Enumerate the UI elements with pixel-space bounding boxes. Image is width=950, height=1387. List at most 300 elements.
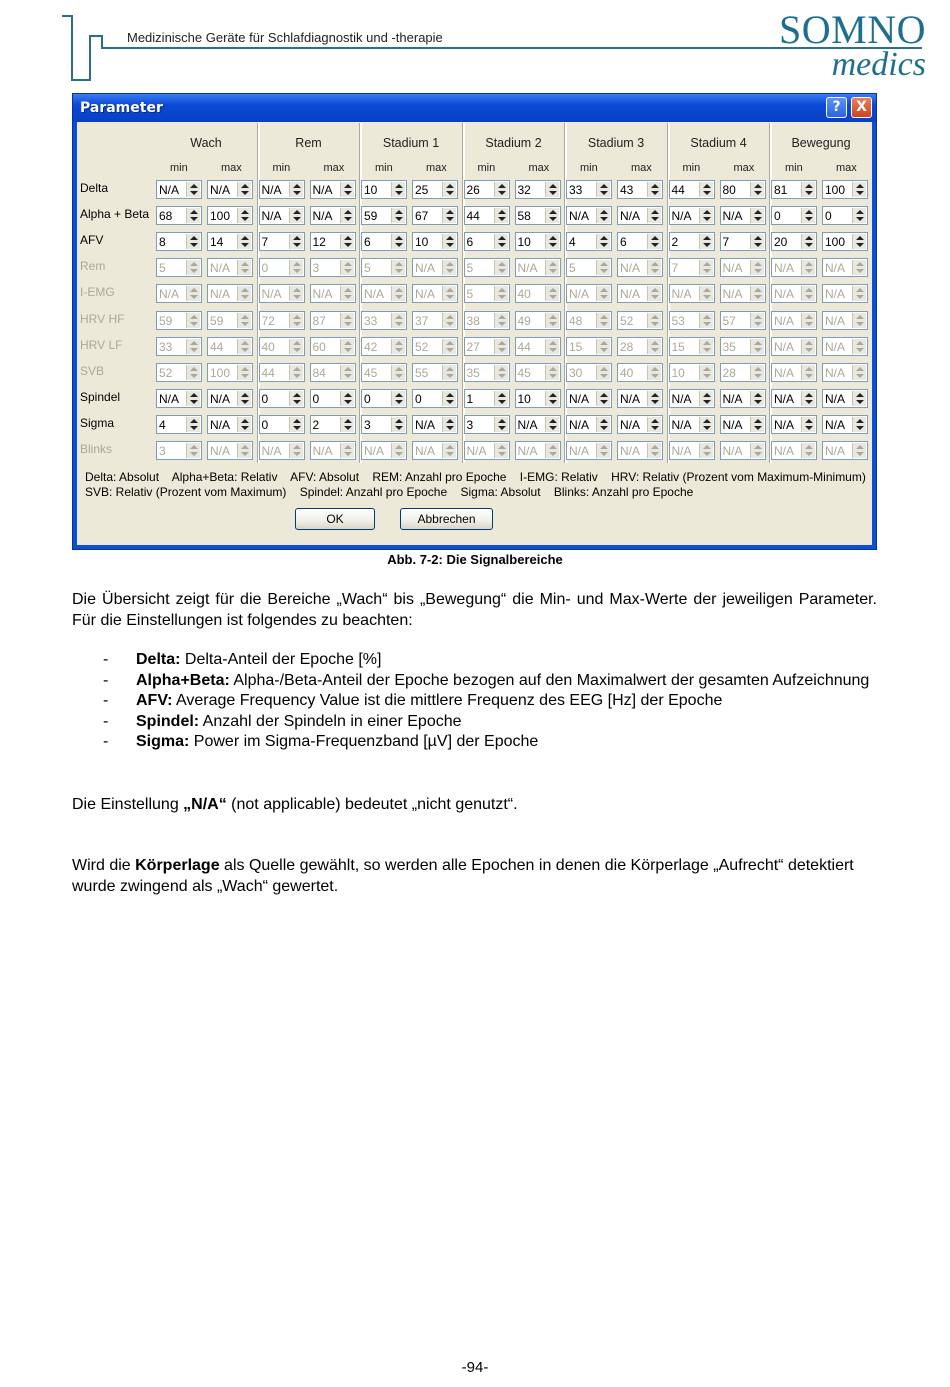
row-label: I-EMG [80,285,115,300]
value-spinner [207,363,253,382]
spinner-value: N/A [722,417,743,432]
value-spinner [361,284,407,303]
spinner-value: 5 [466,287,474,302]
value-spinner [156,337,202,356]
dialog-client-area [77,122,872,545]
spinner-arrows-icon [237,443,251,458]
value-spinner[interactable] [310,180,356,199]
value-spinner [617,284,663,303]
value-spinner[interactable] [207,415,253,434]
spinner-arrows-icon[interactable] [494,208,508,223]
spinner-arrows-icon [442,286,456,301]
spinner-arrows-icon [545,365,559,380]
spinner-value: 0 [261,261,269,276]
value-spinner[interactable] [617,389,663,408]
value-spinner [617,258,663,277]
spinner-arrows-icon[interactable] [801,417,815,432]
spinner-arrows-icon[interactable] [340,417,354,432]
value-spinner [822,284,868,303]
value-spinner [412,284,458,303]
spinner-arrows-icon[interactable] [596,208,610,223]
spinner-value: N/A [774,313,795,328]
group-header: Stadium 3 [587,136,645,150]
spinner-arrows-icon[interactable] [340,182,354,197]
spinner-arrows-icon[interactable] [186,391,200,406]
value-spinner[interactable] [669,180,715,199]
value-spinner[interactable] [259,415,305,434]
max-label: max [221,162,242,174]
spinner-arrows-icon[interactable] [494,417,508,432]
spinner-value: N/A [722,209,743,224]
value-spinner[interactable] [566,206,612,225]
spinner-arrows-icon[interactable] [442,182,456,197]
spinner-value: 44 [261,365,275,380]
value-spinner[interactable] [464,206,510,225]
spinner-arrows-icon[interactable] [391,182,405,197]
value-spinner [259,311,305,330]
value-spinner[interactable] [464,232,510,251]
spinner-arrows-icon[interactable] [289,208,303,223]
spinner-value: 10 [671,365,685,380]
dialog-titlebar[interactable] [73,94,876,122]
spinner-arrows-icon[interactable] [186,208,200,223]
spinner-arrows-icon[interactable] [647,208,661,223]
value-spinner [669,284,715,303]
value-spinner[interactable] [310,415,356,434]
spinner-value: 3 [364,417,371,432]
spinner-arrows-icon[interactable] [852,208,866,223]
spinner-value: N/A [774,417,795,432]
value-spinner [720,441,766,460]
spinner-value: N/A [774,261,795,276]
spinner-arrows-icon[interactable] [596,391,610,406]
value-spinner[interactable] [464,180,510,199]
spinner-value: 44 [210,339,224,354]
value-spinner[interactable] [259,180,305,199]
value-spinner[interactable] [771,232,817,251]
value-spinner [617,311,663,330]
spinner-value: 14 [210,235,224,250]
spinner-arrows-icon[interactable] [289,182,303,197]
spinner-arrows-icon[interactable] [340,391,354,406]
value-spinner[interactable] [156,180,202,199]
group-header: Stadium 2 [485,136,542,150]
value-spinner [720,311,766,330]
value-spinner [720,337,766,356]
spinner-value: 3 [159,444,166,458]
value-spinner[interactable] [207,232,253,251]
spinner-arrows-icon[interactable] [545,417,559,432]
value-spinner [207,337,253,356]
settings-list [72,650,877,753]
value-spinner[interactable] [822,415,868,434]
spinner-value: 33 [569,183,583,197]
spinner-value: N/A [671,417,692,432]
spinner-arrows-icon[interactable] [237,208,251,223]
list-term: Spindel: [136,712,200,730]
value-spinner[interactable] [617,415,663,434]
ok-button[interactable]: OK [295,508,375,530]
value-spinner [617,363,663,382]
spinner-arrows-icon [391,339,405,354]
value-spinner[interactable] [361,232,407,251]
spinner-arrows-icon[interactable] [391,234,405,249]
value-spinner[interactable] [310,389,356,408]
spinner-arrows-icon[interactable] [596,182,610,197]
spinner-arrows-icon[interactable] [442,208,456,223]
spinner-arrows-icon [186,313,200,328]
spinner-value: 35 [722,339,736,354]
spinner-arrows-icon[interactable] [186,417,200,432]
spinner-value: 5 [466,261,474,276]
spinner-arrows-icon[interactable] [801,234,815,249]
spinner-value: N/A [825,287,846,302]
spinner-arrows-icon [750,286,764,301]
value-spinner [207,311,253,330]
spinner-arrows-icon[interactable] [494,182,508,197]
spinner-value: N/A [312,444,333,458]
spinner-arrows-icon[interactable] [391,208,405,223]
spinner-arrows-icon[interactable] [545,208,559,223]
spinner-arrows-icon [647,286,661,301]
value-spinner[interactable] [361,415,407,434]
value-spinner[interactable] [412,180,458,199]
spinner-arrows-icon [750,339,764,354]
spinner-value: N/A [722,261,743,276]
spinner-arrows-icon[interactable] [237,417,251,432]
value-spinner[interactable] [412,415,458,434]
list-text: Delta-Anteil der Epoche [%] [180,651,382,668]
row-label: HRV HF [80,311,125,326]
value-spinner[interactable] [515,206,561,225]
spinner-arrows-icon[interactable] [545,234,559,249]
spinner-arrows-icon[interactable] [442,391,456,406]
value-spinner[interactable] [207,389,253,408]
min-label: min [785,162,803,174]
spinner-arrows-icon[interactable] [852,182,866,197]
spinner-value: 48 [569,313,583,328]
spinner-arrows-icon[interactable] [237,391,251,406]
spinner-arrows-icon[interactable] [699,234,713,249]
value-spinner[interactable] [515,415,561,434]
value-spinner [361,258,407,277]
spinner-arrows-icon [289,313,303,328]
spinner-value: N/A [774,391,795,406]
value-spinner[interactable] [310,232,356,251]
na-note-pre: Die Einstellung [72,796,184,813]
value-spinner[interactable] [566,415,612,434]
page-number: -94- [461,1359,489,1376]
value-spinner [566,441,612,460]
value-spinner[interactable] [464,389,510,408]
value-spinner [310,258,356,277]
spinner-arrows-icon[interactable] [391,417,405,432]
spinner-arrows-icon[interactable] [289,234,303,249]
spinner-arrows-icon [699,443,713,458]
spinner-arrows-icon[interactable] [699,417,713,432]
spinner-arrows-icon [699,313,713,328]
spinner-arrows-icon[interactable] [596,417,610,432]
value-spinner [771,363,817,382]
value-spinner [566,337,612,356]
spinner-arrows-icon [340,260,354,275]
spinner-value: 10 [415,235,429,250]
value-spinner[interactable] [822,389,868,408]
value-spinner[interactable] [515,389,561,408]
list-text: Anzahl der Spindeln in einer Epoche [199,712,462,730]
value-spinner[interactable] [566,180,612,199]
value-spinner[interactable] [566,232,612,251]
spinner-arrows-icon[interactable] [442,417,456,432]
value-spinner[interactable] [259,206,305,225]
value-spinner[interactable] [822,206,868,225]
spinner-value: N/A [210,261,231,276]
spinner-value: 7 [722,235,730,250]
spinner-arrows-icon [340,443,354,458]
value-spinner[interactable] [617,180,663,199]
unit-legend [85,470,866,500]
value-spinner[interactable] [669,206,715,225]
spinner-arrows-icon [289,365,303,380]
spinner-value: 6 [466,235,474,250]
spinner-arrows-icon[interactable] [852,391,866,406]
spinner-value: N/A [210,417,231,432]
spinner-arrows-icon[interactable] [442,234,456,249]
value-spinner[interactable] [771,180,817,199]
value-spinner[interactable] [617,232,663,251]
value-spinner[interactable] [259,389,305,408]
value-spinner[interactable] [720,206,766,225]
value-spinner[interactable] [669,232,715,251]
cancel-button[interactable]: Abbrechen [400,508,493,530]
spinner-arrows-icon[interactable] [750,417,764,432]
spinner-value: N/A [671,391,692,406]
value-spinner[interactable] [361,206,407,225]
spinner-arrows-icon[interactable] [289,391,303,406]
value-spinner[interactable] [515,180,561,199]
spinner-value: N/A [210,183,231,197]
spinner-arrows-icon[interactable] [186,182,200,197]
spinner-arrows-icon[interactable] [545,391,559,406]
spinner-arrows-icon [237,339,251,354]
spinner-arrows-icon [340,339,354,354]
value-spinner[interactable] [207,180,253,199]
spinner-arrows-icon[interactable] [494,234,508,249]
list-item [72,650,877,671]
value-spinner[interactable] [617,206,663,225]
value-spinner[interactable] [720,389,766,408]
spinner-arrows-icon [852,313,866,328]
value-spinner[interactable] [156,232,202,251]
dialog-title: Parameter [80,100,163,116]
spinner-arrows-icon[interactable] [750,182,764,197]
spinner-arrows-icon [494,365,508,380]
spinner-arrows-icon [237,313,251,328]
spinner-arrows-icon[interactable] [647,417,661,432]
spinner-arrows-icon [442,313,456,328]
spinner-value: 10 [364,183,378,197]
spinner-value: 84 [312,365,326,380]
value-spinner [156,441,202,460]
value-spinner [412,441,458,460]
spinner-arrows-icon[interactable] [750,391,764,406]
spinner-value: 7 [671,261,679,276]
spinner-arrows-icon[interactable] [699,391,713,406]
spinner-arrows-icon [237,260,251,275]
spinner-value: 0 [261,391,269,406]
min-label: min [170,162,188,174]
spinner-value: N/A [620,209,641,224]
spinner-arrows-icon [545,260,559,275]
spinner-arrows-icon[interactable] [186,234,200,249]
spinner-value: 35 [466,365,480,380]
spinner-arrows-icon [852,443,866,458]
min-label: min [682,162,701,174]
value-spinner [464,363,510,382]
spinner-arrows-icon [442,443,456,458]
spinner-arrows-icon [750,443,764,458]
spinner-value: N/A [569,391,590,406]
row-label: Sigma [80,415,115,430]
spinner-value: 6 [364,235,371,250]
spinner-arrows-icon [186,339,200,354]
spinner-arrows-icon[interactable] [647,234,661,249]
spinner-value: N/A [415,444,436,458]
spinner-arrows-icon[interactable] [750,234,764,249]
spinner-value: 44 [517,339,531,354]
value-spinner[interactable] [464,415,510,434]
spinner-value: N/A [415,417,436,432]
spinner-value: 72 [261,313,275,328]
spinner-arrows-icon[interactable] [699,182,713,197]
spinner-arrows-icon[interactable] [289,417,303,432]
value-spinner[interactable] [412,232,458,251]
value-spinner[interactable] [720,232,766,251]
value-spinner [566,284,612,303]
value-spinner [464,311,510,330]
spinner-value: 59 [364,209,378,224]
spinner-arrows-icon[interactable] [852,234,866,249]
spinner-arrows-icon [494,260,508,275]
help-button[interactable]: ? [826,97,847,118]
spinner-value: N/A [774,444,795,458]
spinner-value: N/A [159,391,180,406]
value-spinner[interactable] [156,389,202,408]
value-spinner[interactable] [412,389,458,408]
dash-bullet-icon: - [103,651,109,668]
spinner-arrows-icon [699,286,713,301]
posture-note [72,855,872,897]
value-spinner [515,337,561,356]
value-spinner[interactable] [720,180,766,199]
spinner-arrows-icon[interactable] [699,208,713,223]
row-label: Delta [80,181,109,195]
value-spinner[interactable] [361,389,407,408]
value-spinner[interactable] [156,206,202,225]
value-spinner[interactable] [771,389,817,408]
value-spinner[interactable] [156,415,202,434]
spinner-arrows-icon[interactable] [340,208,354,223]
spinner-arrows-icon[interactable] [647,391,661,406]
value-spinner[interactable] [669,415,715,434]
list-item [72,712,877,733]
spinner-value: 59 [159,313,173,328]
value-spinner[interactable] [822,180,868,199]
value-spinner[interactable] [515,232,561,251]
close-button[interactable]: X [851,97,872,118]
value-spinner [566,258,612,277]
spinner-value: 20 [774,235,788,250]
spinner-arrows-icon [801,443,815,458]
spinner-arrows-icon[interactable] [801,208,815,223]
value-spinner[interactable] [669,389,715,408]
spinner-arrows-icon [801,313,815,328]
max-label: max [323,162,345,174]
spinner-value: 44 [671,183,685,197]
row-label: AFV [80,233,104,248]
spinner-arrows-icon[interactable] [391,391,405,406]
value-spinner[interactable] [771,206,817,225]
spinner-arrows-icon[interactable] [750,208,764,223]
spinner-value: 27 [466,339,480,354]
value-spinner[interactable] [310,206,356,225]
value-spinner [310,311,356,330]
value-spinner[interactable] [259,232,305,251]
value-spinner [259,284,305,303]
spinner-value: N/A [774,365,795,380]
spinner-value: N/A [415,261,436,276]
value-spinner [720,363,766,382]
value-spinner[interactable] [361,180,407,199]
value-spinner[interactable] [822,232,868,251]
spinner-value: 8 [159,235,166,250]
value-spinner [566,363,612,382]
spinner-value: 55 [415,365,429,380]
value-spinner[interactable] [566,389,612,408]
spinner-value: 4 [159,417,166,432]
spinner-arrows-icon[interactable] [801,391,815,406]
value-spinner [207,258,253,277]
value-spinner [259,337,305,356]
spinner-arrows-icon[interactable] [340,234,354,249]
spinner-arrows-icon[interactable] [545,182,559,197]
spinner-value: N/A [671,209,692,224]
group-header: Rem [295,136,322,150]
parameter-dialog [72,93,877,550]
value-spinner [669,363,715,382]
spinner-value: 42 [364,339,378,354]
spinner-arrows-icon[interactable] [852,417,866,432]
spinner-value: 0 [415,391,422,406]
spinner-value: N/A [364,444,385,458]
spinner-arrows-icon[interactable] [647,182,661,197]
value-spinner[interactable] [720,415,766,434]
header-subtitle: Medizinische Geräte für Schlafdiagnostik und -therapie [127,30,443,45]
spinner-value: N/A [261,287,282,302]
spinner-value: 87 [312,313,326,328]
value-spinner[interactable] [207,206,253,225]
spinner-value: N/A [825,261,846,276]
spinner-arrows-icon[interactable] [494,391,508,406]
spinner-arrows-icon [391,260,405,275]
spinner-arrows-icon[interactable] [237,234,251,249]
value-spinner[interactable] [771,415,817,434]
spinner-value: N/A [620,287,641,302]
spinner-arrows-icon[interactable] [237,182,251,197]
spinner-arrows-icon[interactable] [596,234,610,249]
value-spinner[interactable] [412,206,458,225]
spinner-arrows-icon[interactable] [801,182,815,197]
